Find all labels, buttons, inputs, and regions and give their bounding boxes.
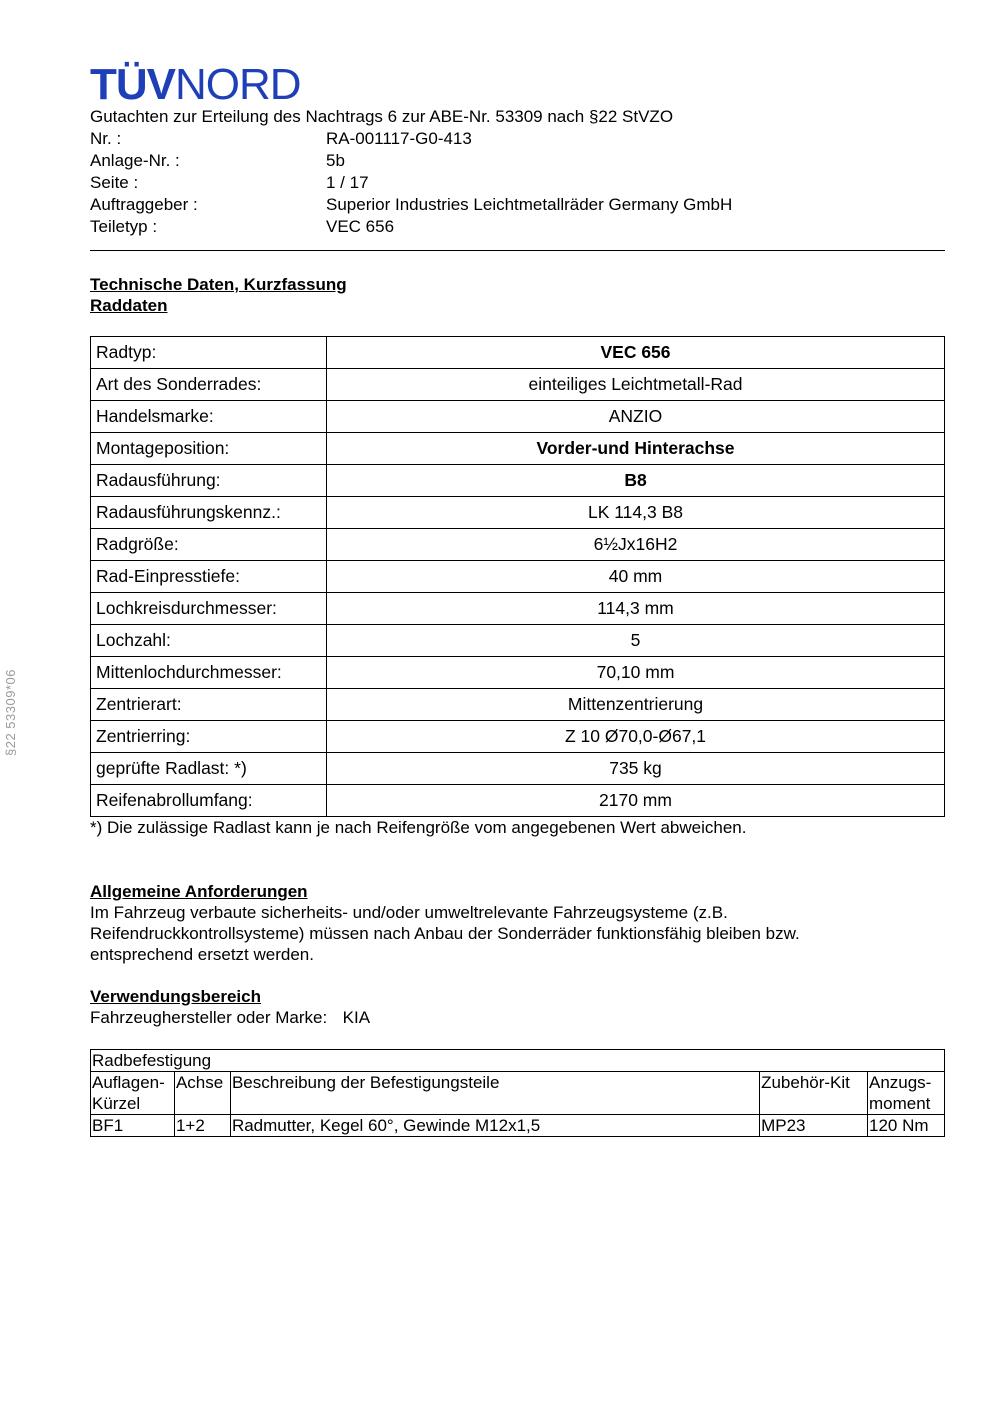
- row-label: Radausführung:: [91, 465, 327, 497]
- header-row-anlage: [90, 150, 945, 172]
- row-value: 5: [327, 625, 945, 657]
- header-label: Auftraggeber :: [90, 195, 198, 214]
- table-row: [91, 433, 945, 465]
- row-value: Mittenzentrierung: [327, 689, 945, 721]
- table-cell: BF1: [91, 1115, 175, 1137]
- row-value: B8: [327, 465, 945, 497]
- header-value: 1 / 17: [326, 173, 369, 192]
- table-row: [91, 625, 945, 657]
- header-row-nr: [90, 128, 945, 150]
- table-row: [91, 401, 945, 433]
- row-label: Zentrierring:: [91, 721, 327, 753]
- tech-section-title: Technische Daten, Kurzfassung: [90, 275, 347, 294]
- header-value: RA-001117-G0-413: [326, 129, 472, 148]
- header-label: Nr. :: [90, 129, 122, 148]
- row-value: Vorder-und Hinterachse: [327, 433, 945, 465]
- mounting-table: [90, 1049, 945, 1137]
- header-row-seite: [90, 172, 945, 194]
- row-label: Radausführungskennz.:: [91, 497, 327, 529]
- header-label: Seite :: [90, 173, 139, 192]
- table-row: [91, 593, 945, 625]
- document-title: Gutachten zur Erteilung des Nachtrags 6 zur ABE-Nr. 53309 nach §22 StVZO: [90, 107, 674, 126]
- row-value: 2170 mm: [327, 785, 945, 817]
- general-section-title: Allgemeine Anforderungen: [90, 882, 308, 901]
- table-row: [91, 689, 945, 721]
- row-label: geprüfte Radlast: *): [91, 753, 327, 785]
- header-divider: [90, 250, 945, 251]
- header-label: Anlage-Nr. :: [90, 151, 180, 170]
- column-header: Auflagen-Kürzel: [91, 1072, 175, 1115]
- row-value: ANZIO: [327, 401, 945, 433]
- header-row-auftraggeber: [90, 194, 945, 216]
- row-value: 114,3 mm: [327, 593, 945, 625]
- manufacturer-value: KIA: [342, 1008, 371, 1027]
- table-row: [91, 529, 945, 561]
- row-label: Zentrierart:: [91, 689, 327, 721]
- row-value: Z 10 Ø70,0-Ø67,1: [327, 721, 945, 753]
- row-label: Mittenlochdurchmesser:: [91, 657, 327, 689]
- row-label: Reifenabrollumfang:: [91, 785, 327, 817]
- document-page: [90, 60, 945, 1137]
- side-reference-mark: §22 53309*06: [3, 669, 18, 756]
- tech-section-subtitle: Raddaten: [90, 296, 168, 315]
- table-row: [91, 1115, 945, 1137]
- wheel-data-table: [90, 336, 945, 817]
- row-value: VEC 656: [327, 337, 945, 369]
- table-row: [91, 561, 945, 593]
- general-text-line: entsprechend ersetzt werden.: [90, 945, 314, 964]
- usage-section-title: Verwendungsbereich: [90, 987, 261, 1006]
- header-value: Superior Industries Leichtmetallräder Germany GmbH: [326, 195, 733, 214]
- row-value: 6½Jx16H2: [327, 529, 945, 561]
- general-text-line: Reifendruckkontrollsysteme) müssen nach Anbau der Sonderräder funktionsfähig bleiben bzw.: [90, 924, 800, 943]
- table-row: [91, 785, 945, 817]
- table-cell: MP23: [760, 1115, 868, 1137]
- row-label: Rad-Einpresstiefe:: [91, 561, 327, 593]
- mounting-title: Radbefestigung: [91, 1050, 945, 1072]
- table-row: [91, 497, 945, 529]
- header-value: VEC 656: [326, 217, 395, 236]
- row-label: Radtyp:: [91, 337, 327, 369]
- header-value: 5b: [326, 151, 345, 170]
- table-row: [91, 465, 945, 497]
- mounting-header-row: [91, 1072, 945, 1115]
- row-label: Lochkreisdurchmesser:: [91, 593, 327, 625]
- header-row-teiletyp: [90, 216, 945, 238]
- column-header: Achse: [174, 1072, 230, 1115]
- table-row: [91, 721, 945, 753]
- table-cell: Radmutter, Kegel 60°, Gewinde M12x1,5: [230, 1115, 759, 1137]
- table-cell: 1+2: [174, 1115, 230, 1137]
- table-cell: 120 Nm: [867, 1115, 944, 1137]
- row-value: 40 mm: [327, 561, 945, 593]
- row-value: LK 114,3 B8: [327, 497, 945, 529]
- header-label: Teiletyp :: [90, 217, 158, 236]
- row-label: Radgröße:: [91, 529, 327, 561]
- row-value: 70,10 mm: [327, 657, 945, 689]
- row-label: Lochzahl:: [91, 625, 327, 657]
- logo-part-1: TÜV: [90, 60, 175, 109]
- row-label: Montageposition:: [91, 433, 327, 465]
- row-value: einteiliges Leichtmetall-Rad: [327, 369, 945, 401]
- column-header: Anzugs-moment: [867, 1072, 944, 1115]
- header-info: [90, 128, 945, 238]
- table-row: [91, 369, 945, 401]
- column-header: Beschreibung der Befestigungsteile: [230, 1072, 759, 1115]
- manufacturer-line: [90, 1007, 945, 1028]
- tuv-nord-logo: [90, 60, 945, 109]
- general-text-line: Im Fahrzeug verbaute sicherheits- und/oder umweltrelevante Fahrzeugsysteme (z.B.: [90, 903, 728, 922]
- table-row: [91, 753, 945, 785]
- row-label: Art des Sonderrades:: [91, 369, 327, 401]
- table-row: [91, 657, 945, 689]
- table-row: [91, 337, 945, 369]
- row-value: 735 kg: [327, 753, 945, 785]
- column-header: Zubehör-Kit: [760, 1072, 868, 1115]
- manufacturer-label: Fahrzeughersteller oder Marke:: [90, 1008, 328, 1027]
- logo-part-2: NORD: [175, 60, 301, 109]
- mounting-title-row: [91, 1050, 945, 1072]
- radlast-footnote: *) Die zulässige Radlast kann je nach Reifengröße vom angegebenen Wert abweichen.: [90, 818, 747, 837]
- row-label: Handelsmarke:: [91, 401, 327, 433]
